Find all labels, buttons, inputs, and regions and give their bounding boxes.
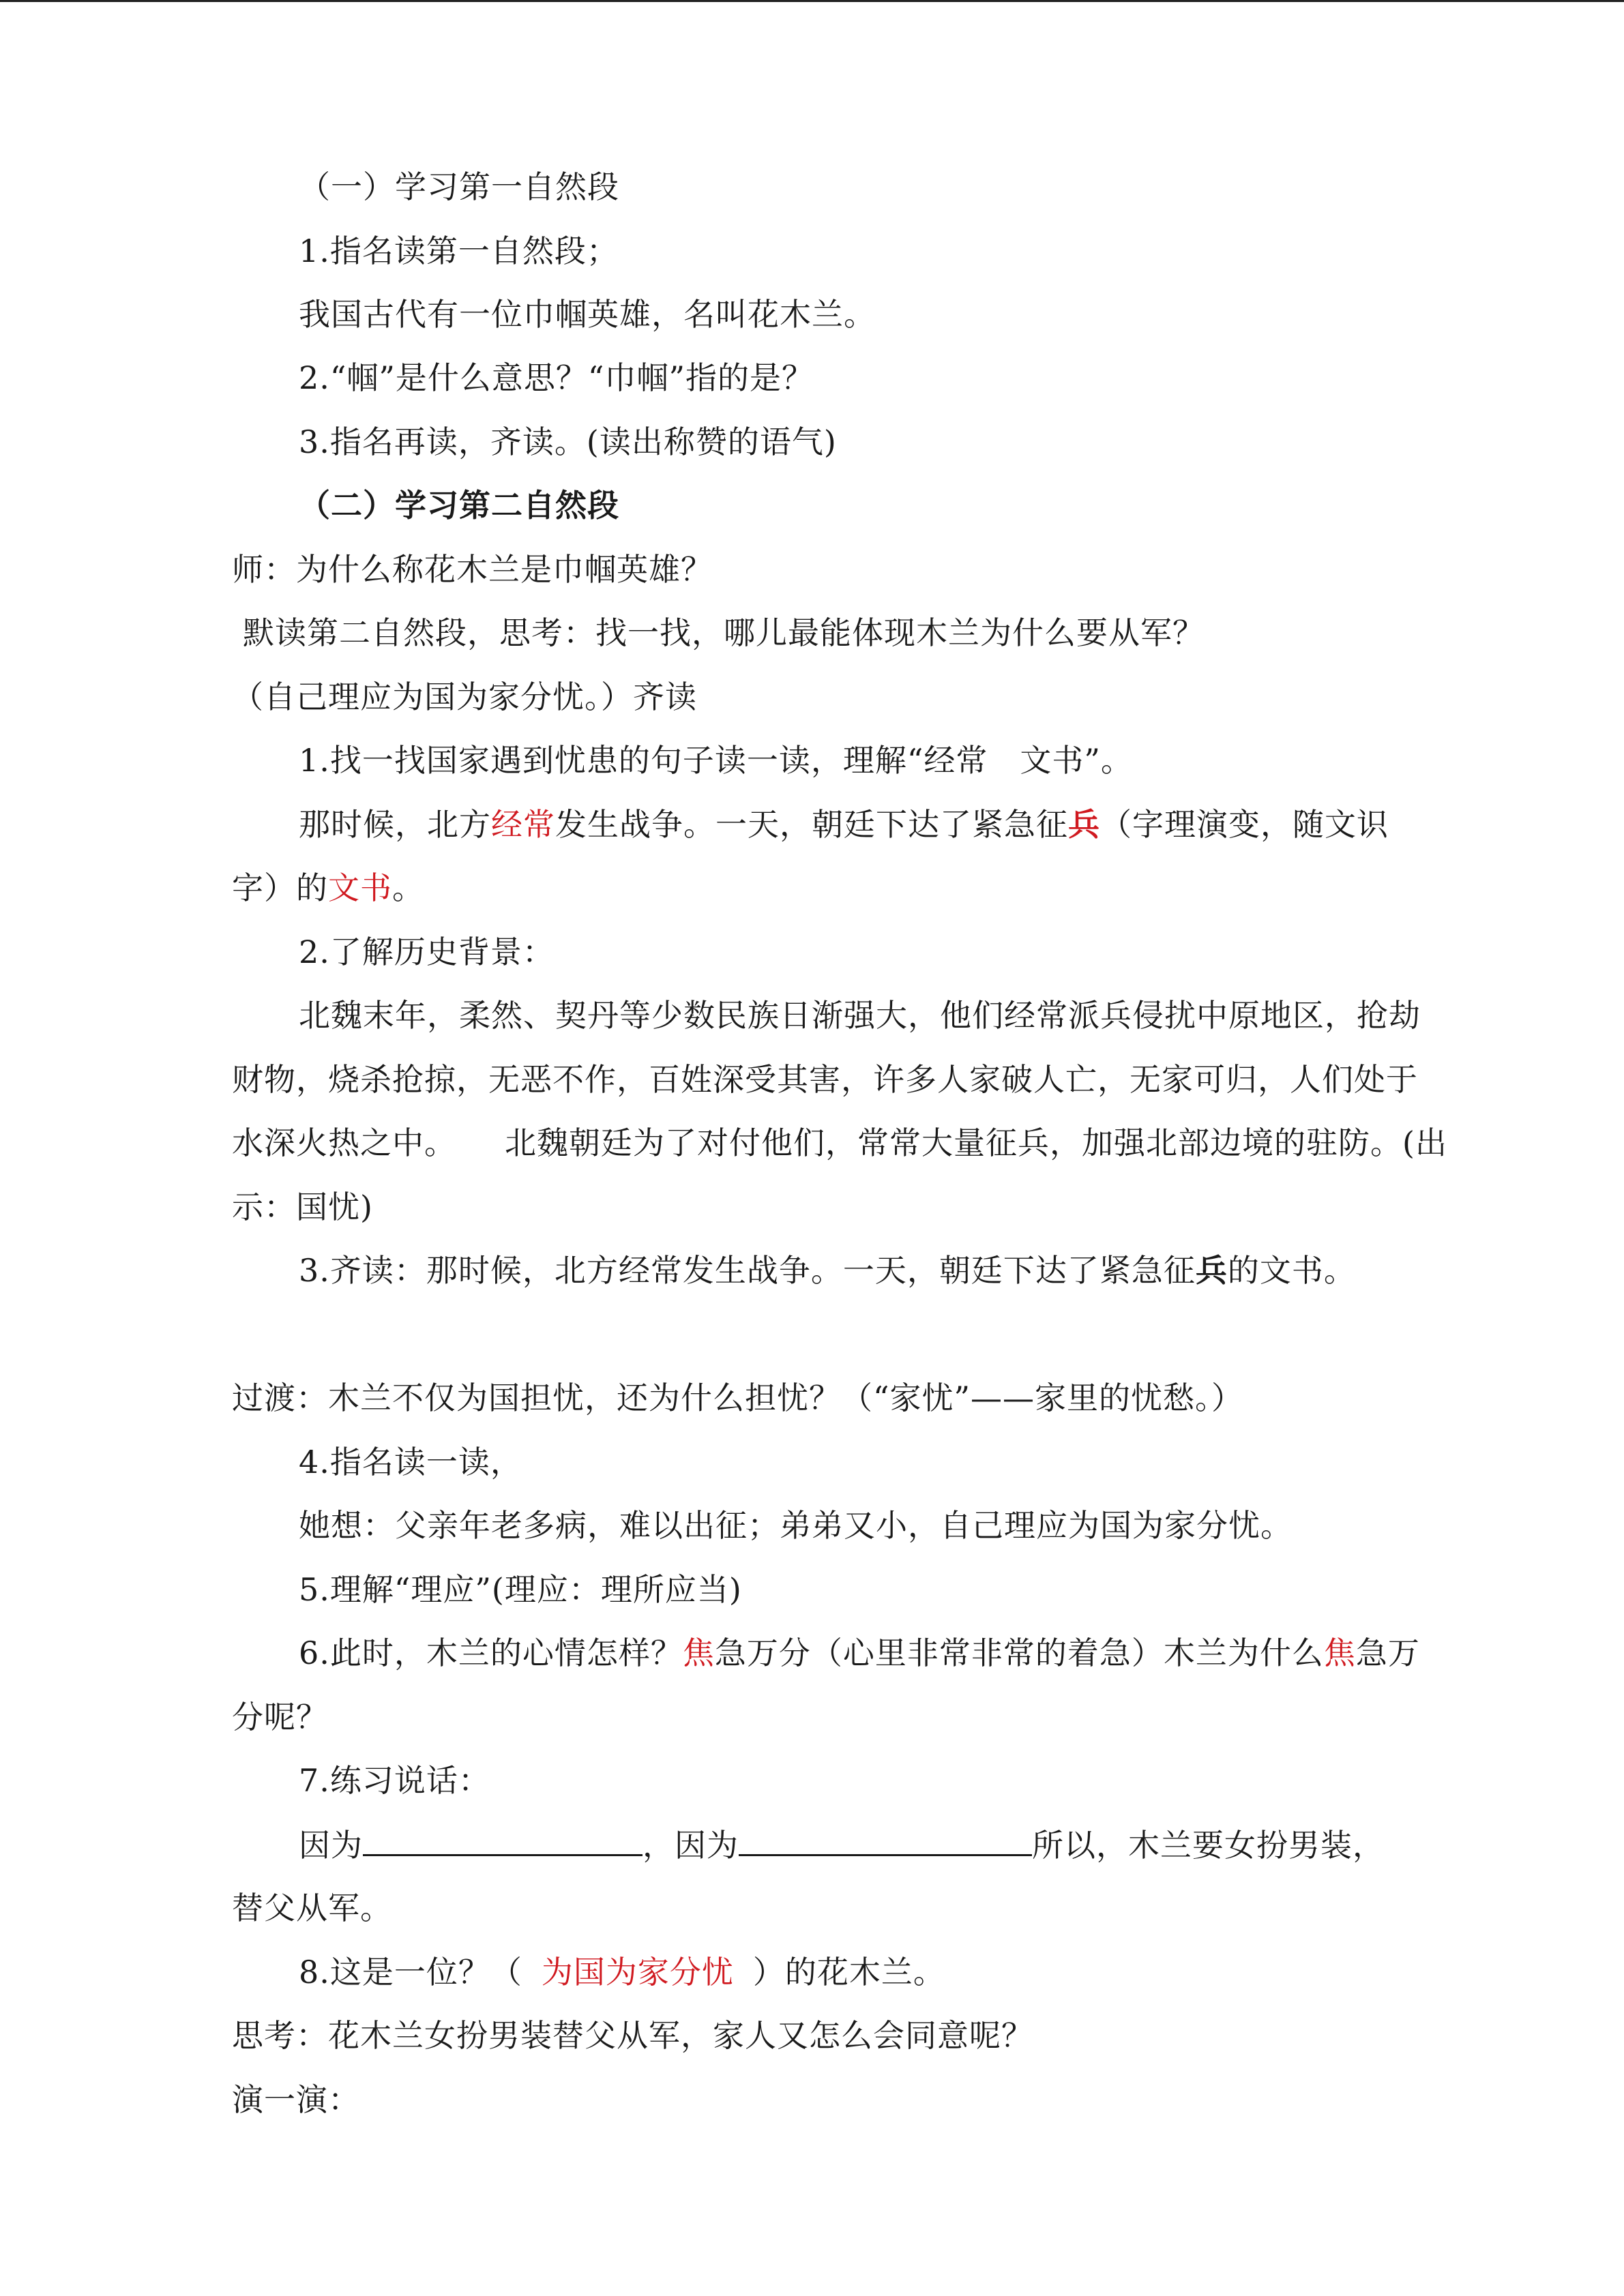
- highlight-jiao: 焦: [682, 1635, 715, 1671]
- fill-blank-1[interactable]: [363, 1824, 643, 1856]
- step-8: [299, 1952, 945, 1993]
- teacher-question: 师：为什么称花木兰是巾帼英雄？: [232, 551, 713, 588]
- text-segment: 的文书。: [1227, 1252, 1356, 1289]
- fill-blank-2[interactable]: [739, 1824, 1032, 1856]
- role-play: 演一演：: [232, 2081, 360, 2118]
- step-3: 3.指名再读，齐读。(读出称赞的语气): [299, 423, 837, 460]
- text-segment: 6.此时，木兰的心情怎样？: [299, 1635, 683, 1671]
- step-5: 5.理解“理应”(理应：理所应当): [299, 1571, 742, 1608]
- heading-section-two: （二）学习第二自然段: [299, 487, 619, 524]
- text-segment: 8.这是一位？（: [299, 1954, 522, 1991]
- highlight-wenshu: 文书: [328, 869, 392, 906]
- text-segment: ，因为: [643, 1827, 739, 1864]
- quote-sentence-2-cont: [232, 867, 424, 908]
- text-segment: 所以，木兰要女扮男装，: [1032, 1827, 1385, 1864]
- background-para-line-4: 示：国忧): [232, 1189, 373, 1225]
- text-segment: 发生战争。一天，朝廷下达了紧急征: [555, 806, 1068, 843]
- text-segment: 3.齐读：那时候，北方经常发生战争。一天，朝廷下达了紧急征: [299, 1252, 1196, 1289]
- text-segment: 。: [392, 869, 424, 906]
- text-segment: ）的花木兰。: [752, 1954, 945, 1991]
- highlight-jiao: 焦: [1323, 1635, 1356, 1671]
- step-1: 1.指名读第一自然段；: [299, 233, 619, 269]
- step-2-section-two: 2.了解历史背景：: [299, 934, 555, 970]
- step-4: 4.指名读一读，: [299, 1444, 522, 1480]
- quote-sentence-2: [299, 804, 1389, 845]
- highlight-jingchang: 经常: [491, 806, 555, 843]
- top-border: [0, 0, 1624, 2]
- step-1-section-two: 1.找一找国家遇到忧患的句子读一读，理解“经常 文书”。: [299, 742, 1133, 779]
- background-para-line-3: 水深火热之中。 北魏朝廷为了对付他们，常常大量征兵，加强北部边境的驻防。(出: [232, 1124, 1447, 1161]
- step-7: 7.练习说话：: [299, 1762, 490, 1799]
- speaking-practice: [299, 1824, 1385, 1866]
- text-segment: 那时候，北方: [299, 806, 491, 843]
- step-2: 2.“帼”是什么意思？“巾帼”指的是？: [299, 359, 814, 396]
- text-segment: 急万分（心里非常非常的着急）木兰为什么: [714, 1635, 1324, 1671]
- background-para-line-2: 财物，烧杀抢掠，无恶不作，百姓深受其害，许多人家破人亡，无家可归，人们处于: [232, 1061, 1418, 1098]
- speaking-practice-cont: 替父从军。: [232, 1890, 392, 1926]
- bold-bing: 兵: [1195, 1252, 1228, 1289]
- text-segment: 因为: [299, 1827, 363, 1864]
- text-segment: 字）的: [232, 869, 328, 906]
- background-para-line-1: 北魏末年，柔然、契丹等少数民族日渐强大，他们经常派兵侵扰中原地区，抢劫: [299, 997, 1421, 1034]
- highlight-answer: 为国为家分忧: [541, 1954, 734, 1991]
- step-6-cont: 分呢？: [232, 1699, 328, 1735]
- thinking-question: 思考：花木兰女扮男装替父从军，家人又怎么会同意呢？: [232, 2017, 1033, 2054]
- step-3-section-two: [299, 1250, 1356, 1291]
- transition-line: 过渡：木兰不仅为国担忧，还为什么担忧？（“家忧”——家里的忧愁。）: [232, 1380, 1244, 1416]
- heading-section-one: （一）学习第一自然段: [299, 168, 619, 205]
- answer-line: （自己理应为国为家分忧。）齐读: [232, 679, 697, 715]
- text-segment: （字理演变，随文识: [1100, 806, 1389, 843]
- quote-sentence-1: 我国古代有一位巾帼英雄，名叫花木兰。: [299, 296, 876, 333]
- silent-reading-prompt: 默读第二自然段，思考：找一找，哪儿最能体现木兰为什么要从军？: [243, 614, 1205, 651]
- quote-sentence-3: 她想：父亲年老多病，难以出征；弟弟又小，自己理应为国为家分忧。: [299, 1507, 1293, 1544]
- step-6: [299, 1632, 1420, 1673]
- text-segment: 急万: [1355, 1635, 1420, 1671]
- highlight-bing: 兵: [1068, 806, 1100, 843]
